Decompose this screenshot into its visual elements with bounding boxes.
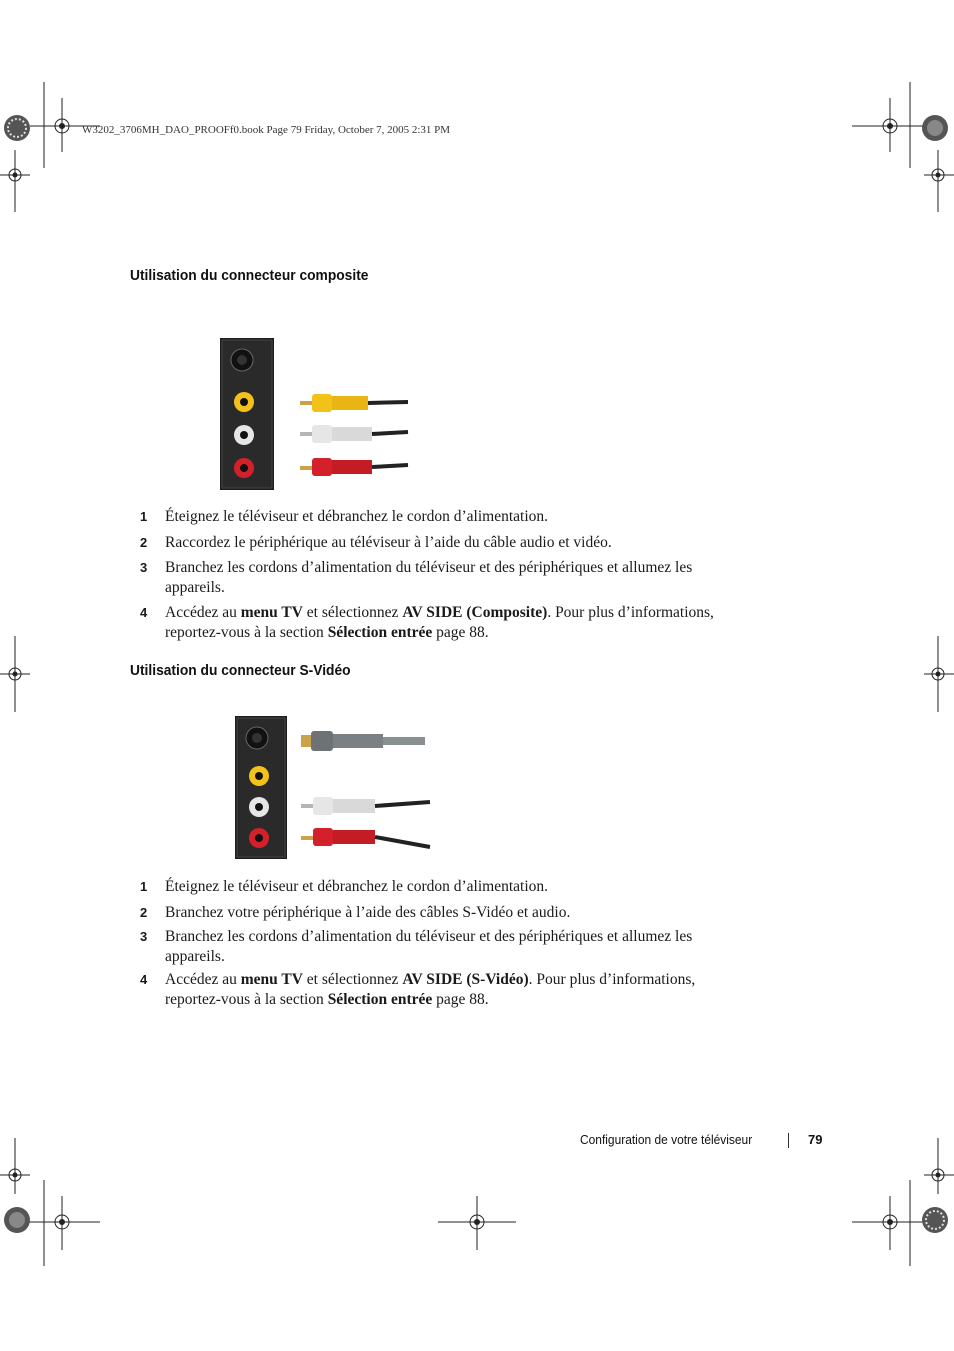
selection-entree-term: Sélection entrée xyxy=(327,991,433,1008)
step-number: 4 xyxy=(140,605,148,620)
av-side-term: AV SIDE (Composite) xyxy=(402,604,548,621)
step-number: 1 xyxy=(140,879,148,894)
step-number: 4 xyxy=(140,972,148,987)
step-text: Éteignez le téléviseur et débranchez le cordon d’alimentation. xyxy=(165,508,549,525)
footer-divider xyxy=(788,1133,789,1148)
step-text: Accédez au menu TV et sélectionnez AV SIDE (Composite). Pour plus d’informations, reportez-vous à la section Sélection entrée page 88. xyxy=(165,604,714,641)
step-text: Branchez votre périphérique à l’aide des câbles S-Vidéo et audio. xyxy=(165,904,571,921)
step-text: Branchez les cordons d’alimentation du téléviseur et des périphériques et allumez les appareils. xyxy=(165,559,693,596)
step-number: 1 xyxy=(140,509,148,524)
av-side-term: AV SIDE (S-Vidéo) xyxy=(402,971,529,988)
step-text: Branchez les cordons d’alimentation du téléviseur et des périphériques et allumez les appareils. xyxy=(165,928,693,965)
section-heading-svideo: Utilisation du connecteur S-Vidéo xyxy=(130,662,351,679)
step-text: Raccordez le périphérique au téléviseur à l’aide du câble audio et vidéo. xyxy=(165,534,612,551)
step-text: Accédez au menu TV et sélectionnez AV SIDE (S-Vidéo). Pour plus d’informations, reportez-vous à la section Sélection entrée page 88. xyxy=(165,971,696,1008)
composite-connector-figure xyxy=(220,338,415,490)
page-number: 79 xyxy=(808,1132,823,1147)
svideo-connector-figure xyxy=(235,716,435,859)
print-header: W3202_3706MH_DAO_PROOFf0.book Page 79 Friday, October 7, 2005 2:31 PM xyxy=(82,124,451,136)
menu-tv-term: menu TV xyxy=(240,604,303,621)
section-heading-composite: Utilisation du connecteur composite xyxy=(130,267,369,284)
menu-tv-term: menu TV xyxy=(240,971,303,988)
step-number: 2 xyxy=(140,905,148,920)
footer-chapter-title: Configuration de votre téléviseur xyxy=(580,1132,753,1147)
selection-entree-term: Sélection entrée xyxy=(327,624,433,641)
step-number: 3 xyxy=(140,929,148,944)
step-text: Éteignez le téléviseur et débranchez le cordon d’alimentation. xyxy=(165,878,549,895)
step-number: 3 xyxy=(140,560,148,575)
step-number: 2 xyxy=(140,535,148,550)
